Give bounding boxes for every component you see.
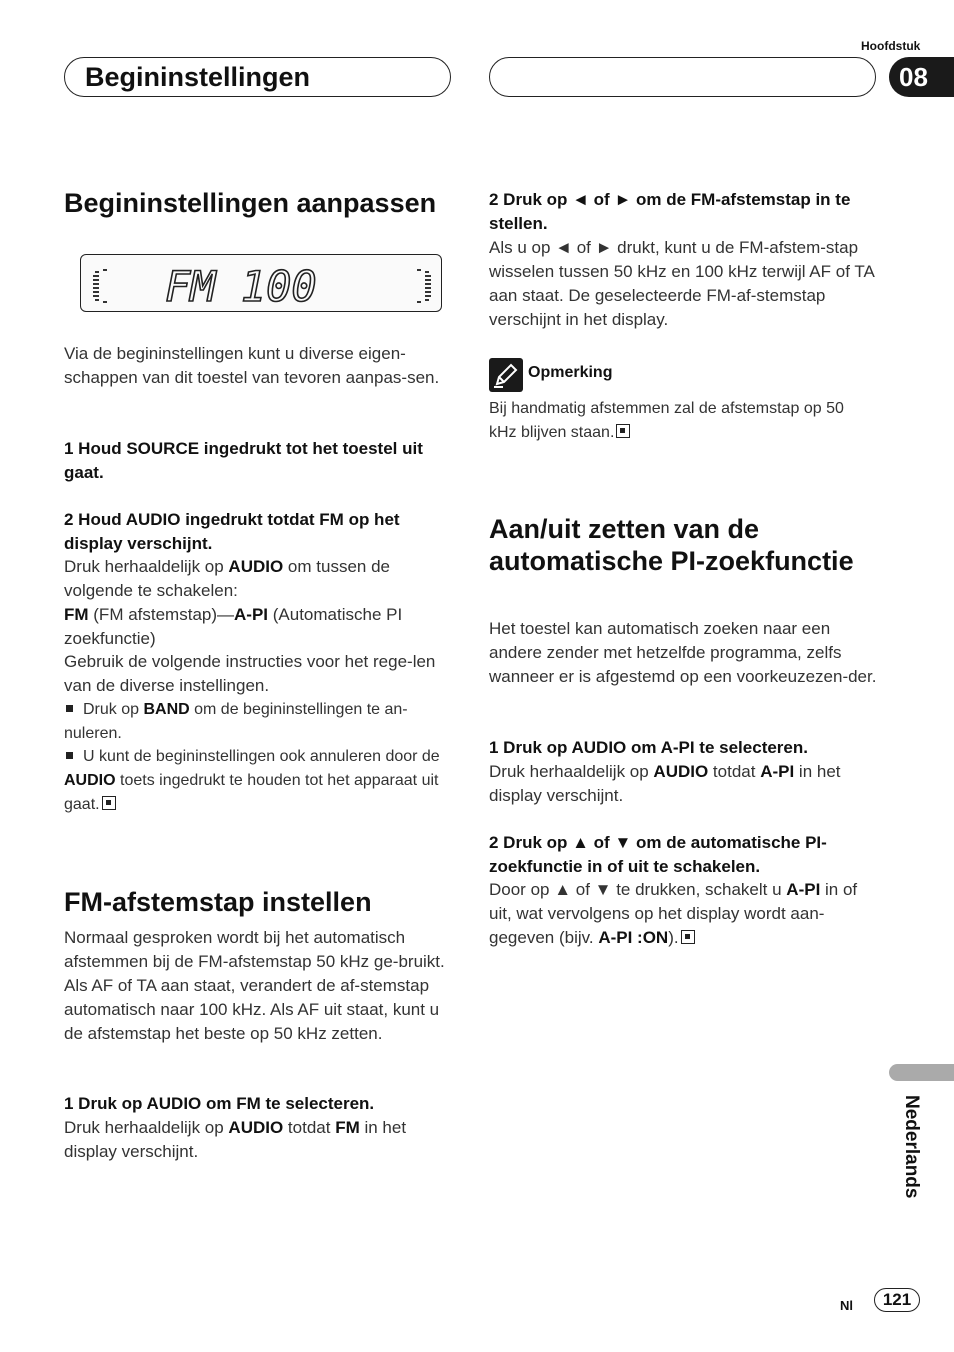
heading-fm-afstemstap: FM-afstemstap instellen — [64, 887, 372, 917]
language-label: Nederlands — [901, 1095, 922, 1199]
lcd-level-bars-icon — [81, 255, 443, 313]
bullet-band-cancel: Druk op BAND om de begininstellingen te an-nuleren. — [64, 701, 408, 742]
step-2-instructions: Gebruik de volgende instructies voor het rege-len van de diverse instellingen. — [64, 652, 436, 695]
bullet-icon — [66, 705, 73, 712]
end-mark-icon — [681, 930, 695, 944]
step-2-options: FM (FM afstemstap)—A-PI (Automatische PI zoekfunctie) — [64, 605, 403, 648]
step-2-heading: 2 Houd AUDIO ingedrukt totdat FM op het display verschijnt. — [64, 510, 400, 553]
lcd-text: FM 100 — [165, 262, 317, 311]
language-tab — [889, 1064, 954, 1081]
end-mark-icon — [102, 796, 116, 810]
lcd-display-illustration — [80, 254, 442, 312]
chapter-label: Hoofdstuk — [861, 39, 921, 53]
intro-paragraph: Via de begininstellingen kunt u diverse eigen-schappen van dit toestel van tevoren aanpas-sen. — [64, 344, 440, 387]
pi-step-2-body: Door op ▲ of ▼ te drukken, schakelt u A-PI in of uit, wat vervolgens op het display wordt aan-gegeven (bijv. A-PI :ON). — [489, 880, 858, 947]
end-mark-icon — [616, 424, 630, 438]
heading-automatische-pi: Aan/uit zetten van de automatische PI-zoekfunctie — [489, 514, 854, 576]
page-number: 121 — [874, 1288, 920, 1312]
fm-step-2-heading: 2 Druk op ◄ of ► om de FM-afstemstap in te stellen. — [489, 190, 851, 233]
note-title: Opmerking — [528, 364, 613, 381]
note-body: Bij handmatig afstemmen zal de afstemstap op 50 kHz blijven staan. — [489, 400, 844, 441]
footer-language-code: Nl — [840, 1298, 853, 1313]
heading-begininstellingen-aanpassen: Begininstellingen aanpassen — [64, 188, 437, 218]
fm-step-1-body: Druk herhaaldelijk op AUDIO totdat FM in het display verschijnt. — [64, 1118, 407, 1161]
pi-step-1-body: Druk herhaaldelijk op AUDIO totdat A-PI in het display verschijnt. — [489, 762, 841, 805]
fm-step-1-heading: 1 Druk op AUDIO om FM te selecteren. — [64, 1094, 375, 1113]
fm-step-2-body: Als u op ◄ of ► drukt, kunt u de FM-afstem-stap wisselen tussen 50 kHz en 100 kHz terwijl AF of TA aan staat. De geselecteerde FM-af-stemstap verschijnt in het display. — [489, 238, 874, 329]
step-1-heading: 1 Houd SOURCE ingedrukt tot het toestel uit gaat. — [64, 439, 423, 482]
pi-step-2-heading: 2 Druk op ▲ of ▼ om de automatische PI-zoekfunctie in of uit te schakelen. — [489, 833, 827, 876]
step-2-body: Druk herhaaldelijk op AUDIO om tussen de volgende te schakelen: — [64, 557, 390, 600]
pi-body: Het toestel kan automatisch zoeken naar een andere zender met hetzelfde programma, zelfs wanneer er is afgestemd op een voorkeuzezen-der. — [489, 619, 877, 686]
bullet-icon — [66, 752, 73, 759]
note-pencil-icon — [489, 358, 523, 392]
section-header-title: Begininstellingen — [85, 62, 311, 92]
fm-afstemstap-body: Normaal gesproken wordt bij het automatisch afstemmen bij de FM-afstemstap 50 kHz ge-bruikt. Als AF of TA aan staat, verandert de af-stemstap automatisch naar 100 kHz. Als AF uit staat, kunt u de afstemstap het beste op 50 kHz zetten. — [64, 928, 445, 1043]
header-blank-pill — [489, 57, 876, 97]
chapter-badge: 08 — [889, 57, 954, 97]
section-header — [64, 57, 451, 97]
pi-step-1-heading: 1 Druk op AUDIO om A-PI te selecteren. — [489, 738, 808, 757]
bullet-audio-cancel: U kunt de begininstellingen ook annuleren door de AUDIO toets ingedrukt te houden tot het apparaat uit gaat. — [64, 748, 440, 813]
